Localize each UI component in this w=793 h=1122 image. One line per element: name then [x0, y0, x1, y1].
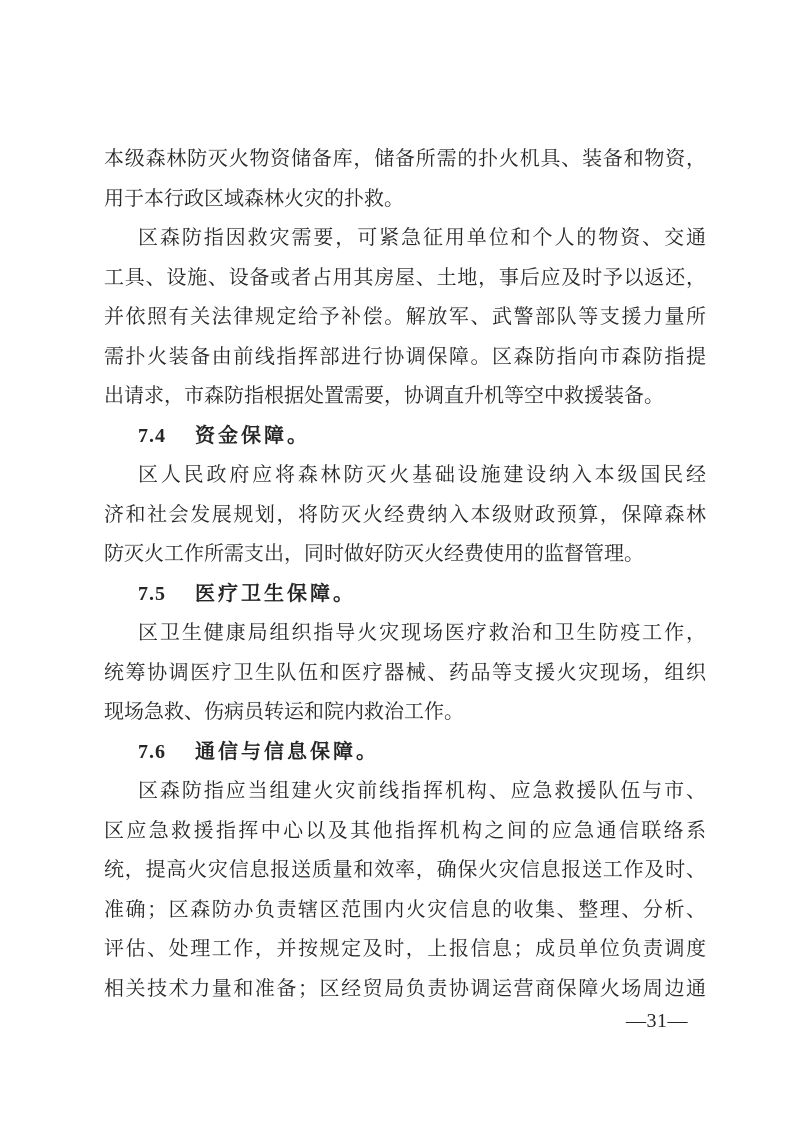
section-title: 资金保障。 — [195, 424, 310, 447]
text-line: 相关技术力量和准备；区经贸局负责协调运营商保障火场周边通 — [104, 977, 706, 1000]
section-number: 7.5 — [138, 582, 166, 605]
text-line: 统筹协调医疗卫生队伍和医疗器械、药品等支援火灾现场，组织 — [104, 661, 706, 684]
section-heading-7-6 — [104, 733, 706, 773]
text-line: 统，提高火灾信息报送质量和效率，确保火灾信息报送工作及时、 — [104, 859, 706, 881]
text-line: 区森防指因救灾需要，可紧急征用单位和个人的物资、交通 — [138, 227, 706, 249]
text-line: 用于本行政区域森林火灾的扑救。 — [104, 187, 404, 210]
section-title: 通信与信息保障。 — [195, 740, 379, 763]
text-line: 现场急救、伤病员转运和院内救治工作。 — [104, 701, 464, 723]
section-heading-7-4 — [104, 417, 706, 457]
text-line: 评估、处理工作，并按规定及时，上报信息；成员单位负责调度 — [104, 938, 706, 960]
text-line: 区森防指应当组建火灾前线指挥机构、应急救援队伍与市、 — [138, 780, 706, 802]
text-line: 本级森林防灭火物资储备库，储备所需的扑火机具、装备和物资， — [104, 148, 706, 170]
document-body — [104, 140, 706, 1009]
text-line: 工具、设施、设备或者占用其房屋、土地，事后应及时予以返还， — [104, 266, 706, 289]
text-line: 区卫生健康局组织指导火灾现场医疗救治和卫生防疫工作， — [138, 622, 706, 644]
text-line: 区人民政府应将森林防灭火基础设施建设纳入本级国民经 — [138, 464, 706, 486]
text-line: 防灭火工作所需支出，同时做好防灭火经费使用的监督管理。 — [104, 543, 644, 565]
section-number: 7.4 — [138, 424, 166, 447]
text-line: 准确；区森防办负责辖区范围内火灾信息的收集、整理、分析、 — [104, 898, 706, 921]
text-line: 需扑火装备由前线指挥部进行协调保障。区森防指向市森防指提 — [104, 345, 706, 368]
page-number: —31— — [626, 1010, 688, 1032]
text-line: 出请求，市森防指根据处置需要，协调直升机等空中救援装备。 — [104, 385, 664, 407]
text-line: 区应急救援指挥中心以及其他指挥机构之间的应急通信联络系 — [104, 819, 706, 842]
text-line: 并依照有关法律规定给予补偿。解放军、武警部队等支援力量所 — [104, 306, 706, 328]
section-title: 医疗卫生保障。 — [195, 582, 356, 605]
section-number: 7.6 — [138, 740, 166, 763]
section-heading-7-5 — [104, 575, 706, 615]
text-line: 济和社会发展规划，将防灭火经费纳入本级财政预算，保障森林 — [104, 503, 706, 526]
